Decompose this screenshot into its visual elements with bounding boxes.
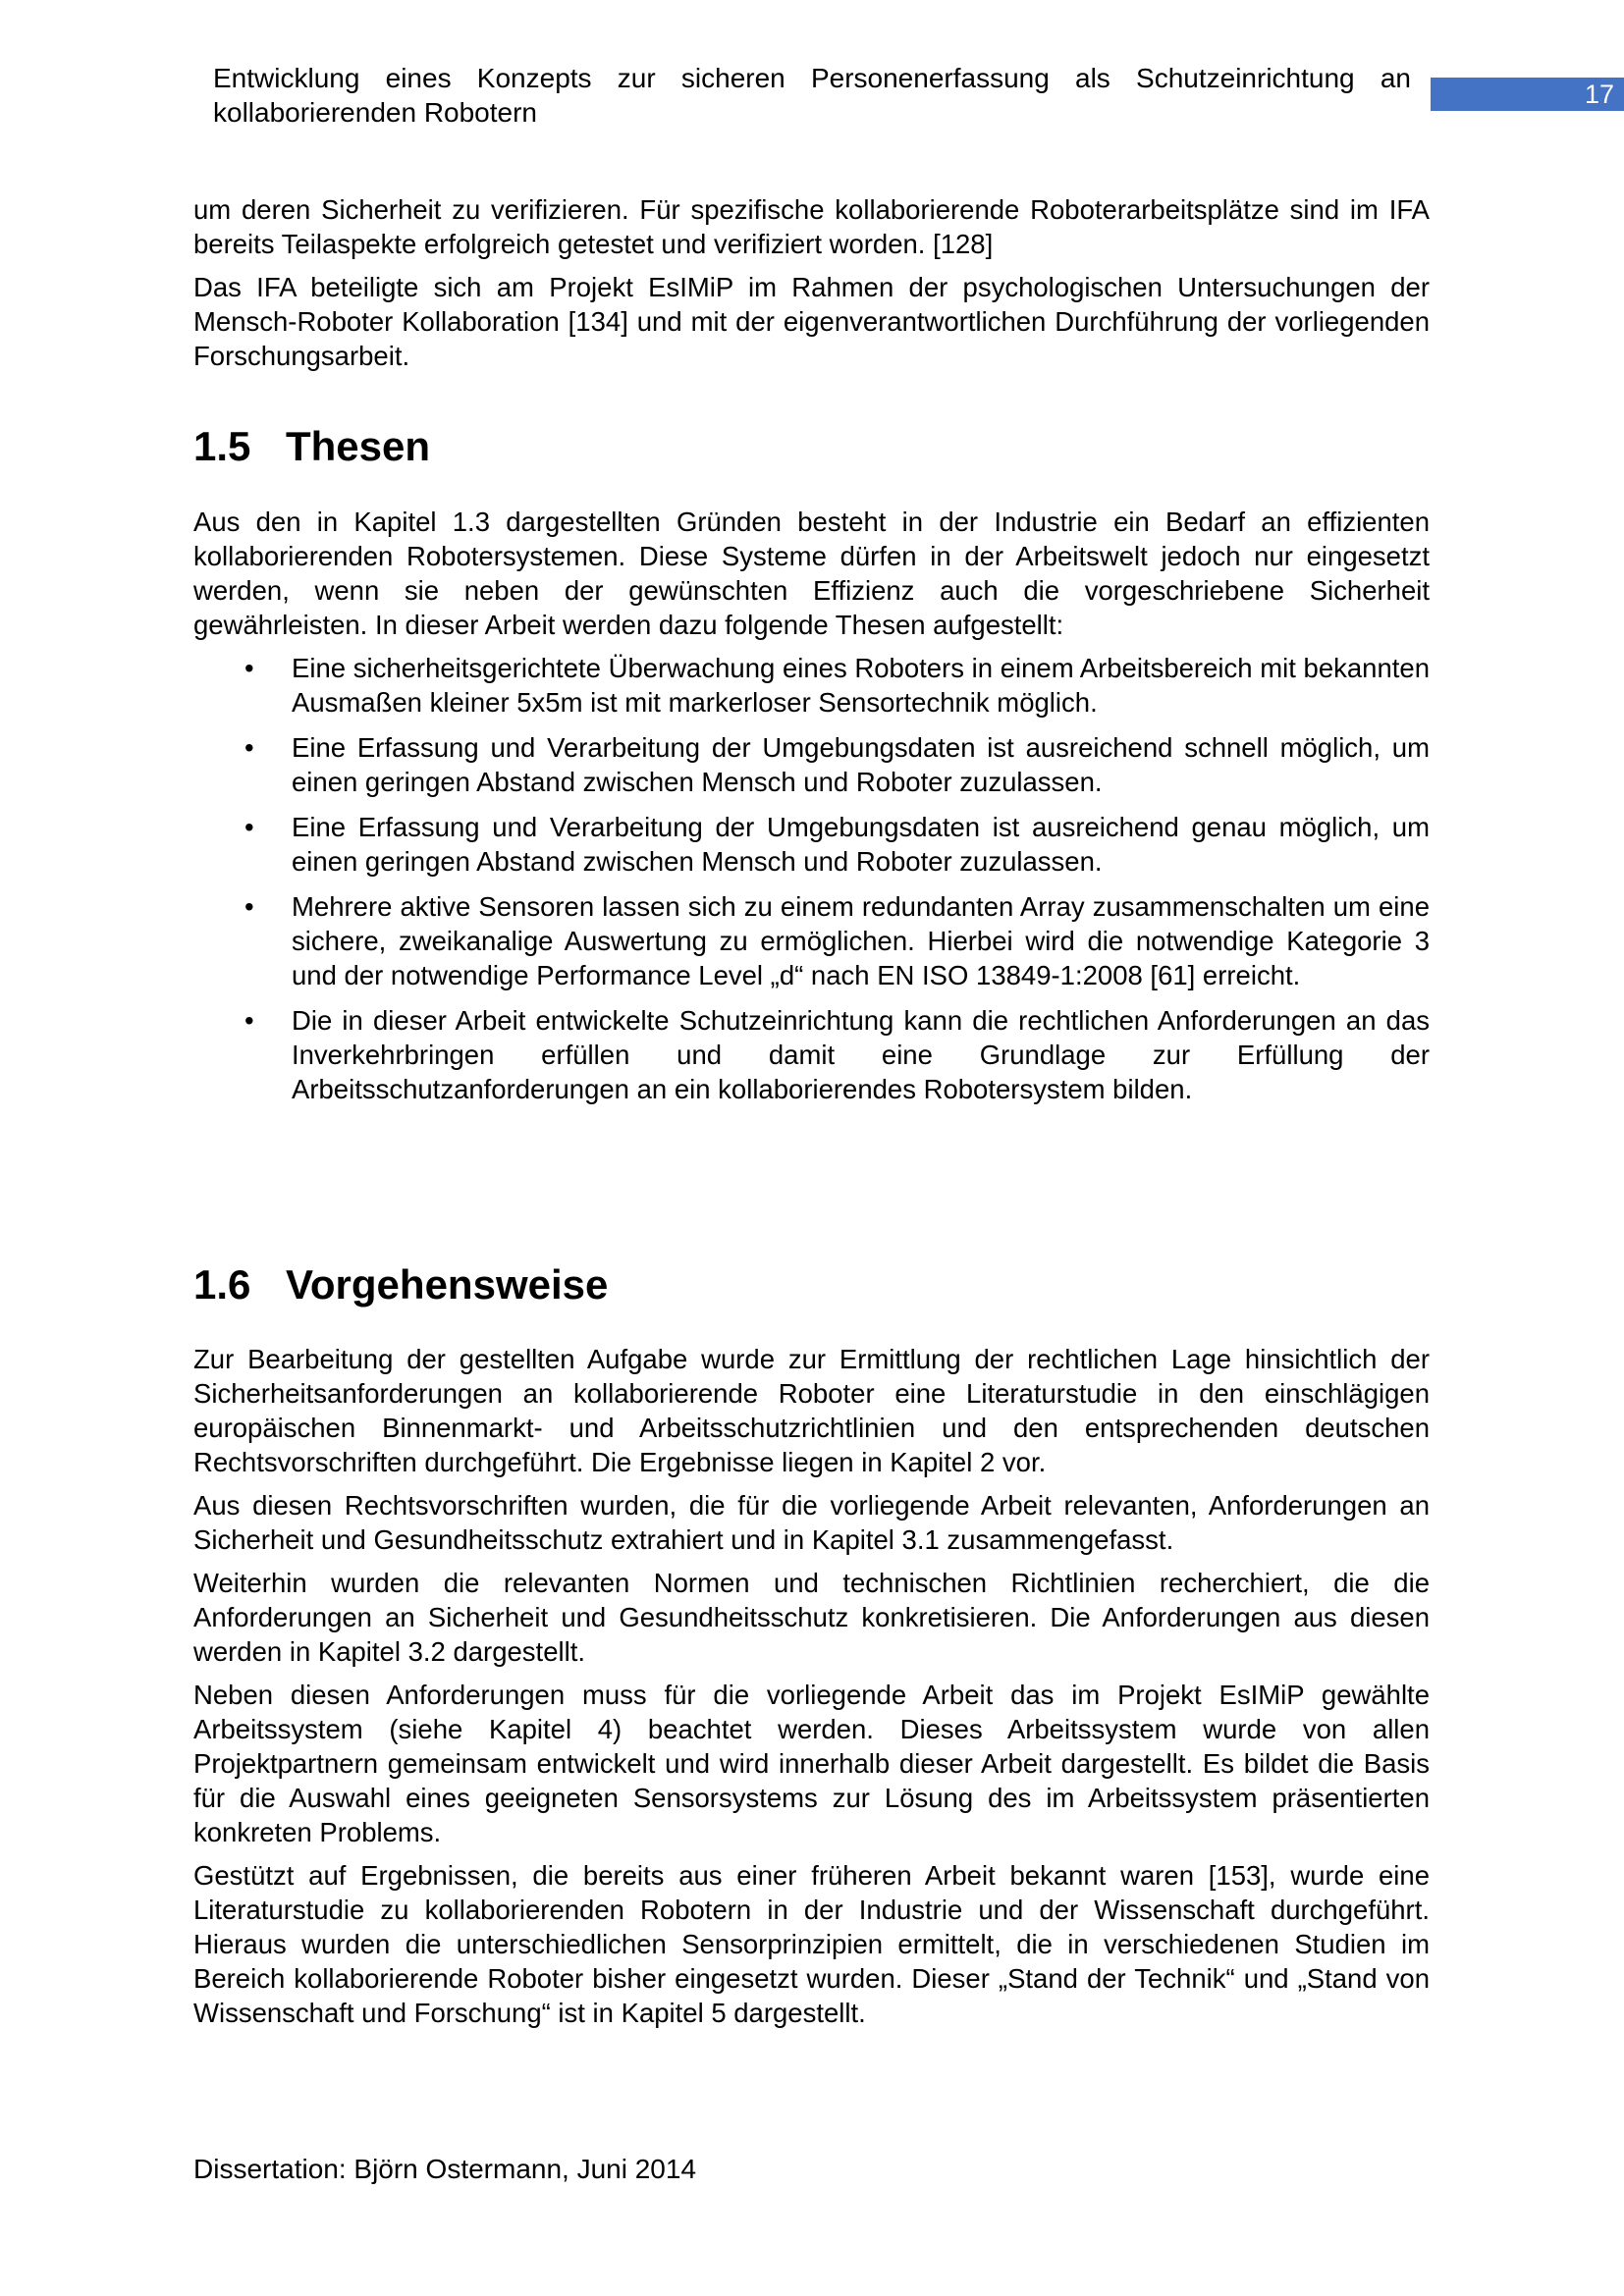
section-heading-1-5: 1.5 Thesen xyxy=(193,423,431,469)
list-item: • Mehrere aktive Sensoren lassen sich zu einem redundanten Array zusammenschalten um eine sichere, zweikanalige Auswertung zu ermöglichen. Hierbei wird die notwendige Kategorie 3 und der notwendige Performance Level „d“ nach EN ISO 13849-1:2008 [61] erreicht. xyxy=(244,891,1430,990)
section-heading-1-6: 1.6 Vorgehensweise xyxy=(193,1261,609,1308)
paragraph: Aus den in Kapitel 1.3 dargestellten Gründen besteht in der Industrie ein Bedarf an effizienten kollaborierenden Robotersystemen. Diese Systeme dürfen in der Arbeitswelt jedoch nur eingesetzt werden, wenn sie neben der gewünschten Effizienz auch die vorgeschriebene Sicherheit gewährleisten. In dieser Arbeit werden dazu folgende Thesen aufgestellt: xyxy=(193,507,1430,640)
paragraph: Gestützt auf Ergebnissen, die bereits aus einer früheren Arbeit bekannt waren [153], wurde eine Literaturstudie zu kollaborierenden Robotern in der Industrie und der Wissenschaft durchgeführt. Hieraus wurden die unterschiedlichen Sensorprinzipien ermittelt, die in verschiedenen Studien im Bereich kollaborierende Roboter bisher eingesetzt wurden. Dieser „Stand der Technik“ und „Stand von Wissenschaft und Forschung“ ist in Kapitel 5 dargestellt. xyxy=(193,1860,1430,2028)
paragraph: um deren Sicherheit zu verifizieren. Für spezifische kollaborierende Roboterarbeitsplätze sind im IFA bereits Teilaspekte erfolgreich getestet und verifiziert worden. [128] xyxy=(193,194,1430,259)
footer: Dissertation: Björn Ostermann, Juni 2014 xyxy=(193,2154,697,2184)
paragraph: Das IFA beteiligte sich am Projekt EsIMiP im Rahmen der psychologischen Untersuchungen der Mensch-Roboter Kollaboration [134] und mit der eigenverantwortlichen Durchführung der vorliegenden Forschungsarbeit. xyxy=(193,272,1430,371)
page-number-badge: 17 xyxy=(1431,78,1624,111)
paragraph: Neben diesen Anforderungen muss für die vorliegende Arbeit das im Projekt EsIMiP gewählte Arbeitssystem (siehe Kapitel 4) beachtet werden. Dieses Arbeitssystem wurde von allen Projektpartnern gemeinsam entwickelt und wird innerhalb dieser Arbeit dargestellt. Es bildet die Basis für die Auswahl eines geeigneten Sensorsystems zur Lösung des im Arbeitssystem präsentierten konkreten Problems. xyxy=(193,1680,1430,1847)
running-header: Entwicklung eines Konzepts zur sicheren Personenerfassung als Schutzeinrichtung an kollaborierenden Robotern xyxy=(213,63,1411,128)
list-item: • Eine Erfassung und Verarbeitung der Umgebungsdaten ist ausreichend genau möglich, um einen geringen Abstand zwischen Mensch und Roboter zuzulassen. xyxy=(244,812,1430,877)
list-item: • Die in dieser Arbeit entwickelte Schutzeinrichtung kann die rechtlichen Anforderungen an das Inverkehrbringen erfüllen und damit eine Grundlage zur Erfüllung der Arbeitsschutzanforderungen an ein kollaborierendes Robotersystem bilden. xyxy=(244,1005,1430,1104)
intro-text xyxy=(193,192,1430,382)
list-item: • Eine sicherheitsgerichtete Überwachung eines Roboters in einem Arbeitsbereich mit bekannten Ausmaßen kleiner 5x5m ist mit markerloser Sensortechnik möglich. xyxy=(244,653,1430,718)
paragraph: Weiterhin wurden die relevanten Normen und technischen Richtlinien recherchiert, die die Anforderungen an Sicherheit und Gesundheitsschutz konkretisieren. Die Anforderungen aus diesen werden in Kapitel 3.2 dargestellt. xyxy=(193,1568,1430,1667)
paragraph: Zur Bearbeitung der gestellten Aufgabe wurde zur Ermittlung der rechtlichen Lage hinsichtlich der Sicherheitsanforderungen an kollaborierende Roboter eine Literaturstudie in den einschlägigen europäischen Binnenmarkt- und Arbeitsschutzrichtlinien und den entsprechenden deutschen Rechtsvorschriften durchgeführt. Die Ergebnisse liegen in Kapitel 2 vor. xyxy=(193,1344,1430,1477)
section-1-5-body xyxy=(193,505,1430,1117)
theses-list xyxy=(193,651,1430,1106)
section-1-6-body xyxy=(193,1342,1430,2039)
list-item: • Eine Erfassung und Verarbeitung der Umgebungsdaten ist ausreichend schnell möglich, um einen geringen Abstand zwischen Mensch und Roboter zuzulassen. xyxy=(244,732,1430,797)
paragraph: Aus diesen Rechtsvorschriften wurden, die für die vorliegende Arbeit relevanten, Anforderungen an Sicherheit und Gesundheitsschutz extrahiert und in Kapitel 3.1 zusammengefasst. xyxy=(193,1490,1430,1555)
